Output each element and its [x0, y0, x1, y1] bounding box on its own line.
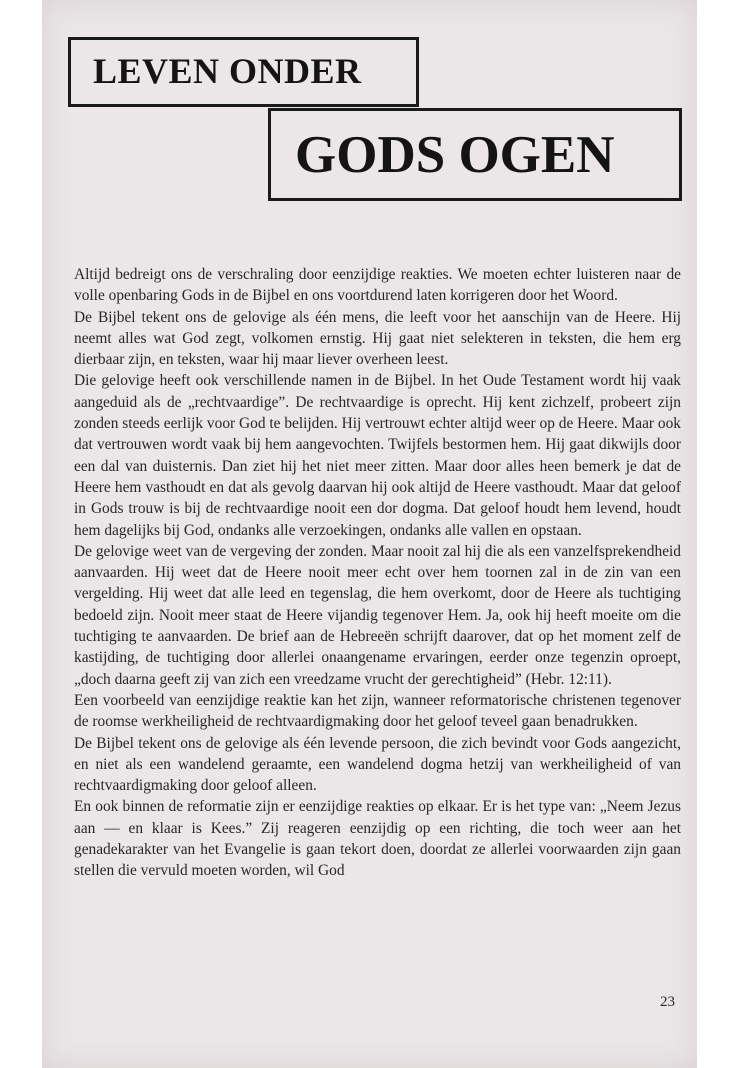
book-page: [42, 0, 697, 1068]
title-box-line1: [68, 37, 419, 107]
paragraph: De Bijbel tekent ons de gelovige als één mens, die leeft voor het aanschijn van de Heere. Hij neemt alles wat God zegt, volkomen ernstig. Hij gaat niet selekteren in teksten, die hem erg dierbaar zijn, en teksten, waar hij maar liever overheen leest.: [74, 308, 681, 369]
paragraph: Die gelovige heeft ook verschillende namen in de Bijbel. In het Oude Testament wordt hij vaak aangeduid als de „rechtvaardige”. De rechtvaardige is oprecht. Hij kent zichzelf, probeert zijn zonden steeds eerlijk voor God te belijden. Hij vertrouwt echter altijd weer op de Heere. Maar ook dat vertrouwen wordt vaak bij hem aangevochten. Twijfels bestormen hem. Hij gaat dikwijls door een dal van duisternis. Dan ziet hij het niet meer zitten. Maar door alles heen bemerk je dat de Heere hem vasthoudt en dat als gevolg daarvan hij ook altijd de Heere vasthoudt. Maar dat geloof in Gods trouw is bij de rechtvaardige nooit een dor dogma. Dat geloof houdt hem levend, houdt hem dagelijks bij God, ondanks alle verzoekingen, ondanks alle vallen en opstaan.: [74, 372, 681, 539]
paragraph: Altijd bedreigt ons de verschraling door eenzijdige reakties. We moeten echter luisteren naar de volle openbaring Gods in de Bijbel en ons voortdurend laten korrigeren door het Woord.: [74, 266, 681, 305]
body-text: [74, 264, 681, 882]
paragraph: En ook binnen de reformatie zijn er eenzijdige reakties op elkaar. Er is het type van: „Neem Jezus aan — en klaar is Kees.” Zij reageren eenzijdig op een richting, die toch weer aan het genadekarakter van het Evangelie is gaan tekort doen, doordat ze allerlei voorwaarden zijn gaan stellen die vervuld moeten worden, wil God: [74, 798, 681, 880]
paragraph: De Bijbel tekent ons de gelovige als één levende persoon, die zich bevindt voor Gods aangezicht, en niet als een wandelend geraamte, een wandelend dogma hetzij van werkheiligheid of van rechtvaardigmaking door geloof alleen.: [74, 734, 681, 795]
paragraph: De gelovige weet van de vergeving der zonden. Maar nooit zal hij die als een vanzelfsprekendheid aanvaarden. Hij weet dat de Heere nooit meer echt over hem toornen zal in de zin van een vergelding. Hij weet dat alle leed en tegenslag, die hem overkomt, door de Heere als tuchtiging bedoeld zijn. Nooit meer staat de Heere vijandig tegenover Hem. Ja, ook hij heeft moeite om die tuchtiging te aanvaarden. De brief aan de Hebreeën schrijft daarover, dat op het moment zelf de kastijding, de tuchtiging door allerlei onaangename ervaringen, eerder onze tegenzin oproept, „doch daarna geeft zij van zich een vreedzame vrucht der gerechtigheid” (Hebr. 12:11).: [74, 542, 681, 688]
page-number: 23: [660, 994, 675, 1010]
paragraph: Een voorbeeld van eenzijdige reaktie kan het zijn, wanneer reformatorische christenen tegenover de roomse werkheiligheid de rechtvaardigmaking door het geloof teveel gaan benadrukken.: [74, 691, 681, 731]
title-line1: LEVEN ONDER: [93, 51, 362, 91]
title-line2: GODS OGEN: [295, 126, 615, 184]
title-box-line2: [268, 108, 682, 201]
